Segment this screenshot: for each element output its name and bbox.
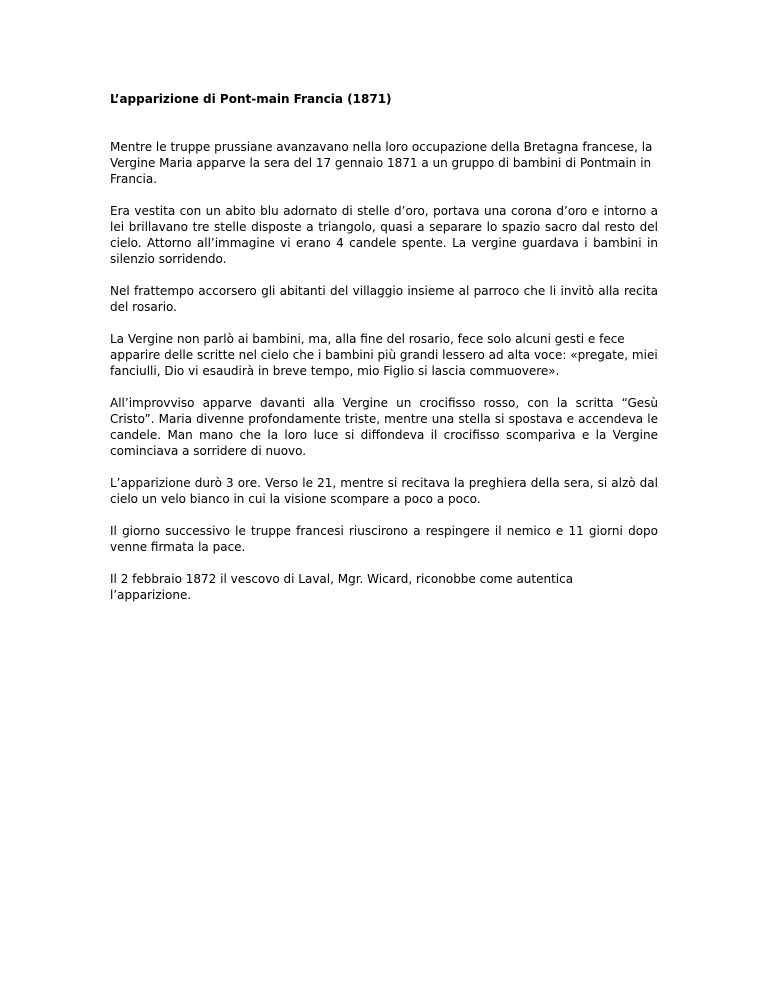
paragraph: Nel frattempo accorsero gli abitanti del villaggio insieme al parroco che li invitò alla recita del rosario. [110, 284, 658, 314]
paragraph: Era vestita con un abito blu adornato di stelle d’oro, portava una corona d’oro e intorno a lei brillavano tre stelle disposte a triangolo, quasi a separare lo spazio sacro dal resto del cielo. Attorno all’immagine vi erano 4 candele spente. La vergine guardava i bambini in silenzio sorridendo. [110, 204, 658, 266]
paragraph: Il giorno successivo le truppe francesi riuscirono a respingere il nemico e 11 giorni dopo venne firmata la pace. [110, 524, 658, 554]
paragraph: Mentre le truppe prussiane avanzavano nella loro occupazione della Bretagna francese, la Vergine Maria apparve la sera del 17 gennaio 1871 a un gruppo di bambini di Pontmain in Francia. [110, 140, 653, 186]
paragraph: All’improvviso apparve davanti alla Vergine un crocifisso rosso, con la scritta “Gesù Cristo”. Maria divenne profondamente triste, mentre una stella si spostava e accendeva le candele. Man mano che la loro luce si diffondeva il crocifisso scompariva e la Vergine cominciava a sorridere di nuovo. [110, 396, 658, 458]
document-title: L’apparizione di Pont-main Francia (1871) [110, 92, 392, 106]
paragraph: Il 2 febbraio 1872 il vescovo di Laval, Mgr. Wicard, riconobbe come autentica l’apparizione. [110, 572, 574, 602]
paragraph: L’apparizione durò 3 ore. Verso le 21, mentre si recitava la preghiera della sera, si alzò dal cielo un velo bianco in cui la visione scompare a poco a poco. [110, 476, 658, 506]
paragraph: La Vergine non parlò ai bambini, ma, alla fine del rosario, fece solo alcuni gesti e fece apparire delle scritte nel cielo che i bambini più grandi lessero ad alta voce: «pregate, miei fanciulli, Dio vi esaudirà in breve tempo, mio Figlio si lascia commuovere». [110, 332, 658, 378]
document-body [110, 91, 658, 619]
